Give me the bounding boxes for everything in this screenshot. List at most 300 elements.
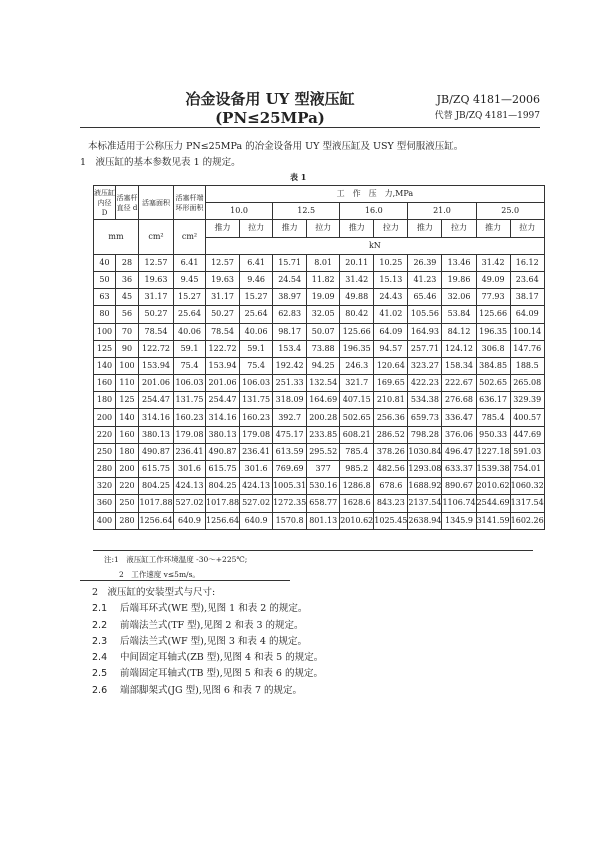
table-cell: 12.57 [139, 254, 174, 271]
table-row [94, 323, 545, 340]
notes-divider [80, 580, 290, 581]
table-cell: 376.06 [442, 426, 476, 443]
table-cell: 6.41 [240, 254, 273, 271]
table-cell: 754.01 [510, 461, 544, 478]
table-cell: 160 [94, 375, 116, 392]
table-cell: 8.01 [307, 254, 340, 271]
table-cell: 188.5 [510, 357, 544, 374]
table-cell: 236.41 [240, 443, 273, 460]
standard-number: JB/ZQ 4181—2006 [436, 93, 540, 106]
item-number: 2.5 [92, 668, 108, 680]
table-cell: 640.9 [174, 512, 206, 529]
table-cell: 1005.31 [273, 478, 307, 495]
table-cell: 534.38 [408, 392, 442, 409]
table-cell: 1030.84 [408, 443, 442, 460]
pressure-header: 16.0 [340, 203, 408, 220]
table-cell: 53.84 [442, 306, 476, 323]
table-cell: 314.16 [139, 409, 174, 426]
header-divider [80, 127, 540, 128]
table-cell: 320 [94, 478, 116, 495]
item-text: 前端固定耳轴式(TB 型),见图 5 和表 6 的规定。 [120, 668, 323, 680]
table-cell: 15.27 [174, 289, 206, 306]
note-2: 2 工作速度 v≤5m/s。 [104, 570, 200, 579]
table-cell: 25.64 [240, 306, 273, 323]
table-cell: 804.25 [139, 478, 174, 495]
section-2 [92, 585, 323, 699]
title-line-1: 冶金设备用 UY 型液压缸 [185, 90, 355, 108]
table-cell: 122.72 [139, 340, 174, 357]
table-row [94, 478, 545, 495]
table-cell: 78.54 [139, 323, 174, 340]
table-cell: 11.82 [307, 271, 340, 288]
push-force-header: 推力 [408, 220, 442, 237]
table-cell: 160.23 [240, 409, 273, 426]
table-cell: 49.88 [340, 289, 374, 306]
item-number: 2.6 [92, 684, 108, 696]
table-cell: 323.27 [408, 357, 442, 374]
table-cell: 24.43 [374, 289, 408, 306]
table-cell: 140 [116, 409, 139, 426]
table-cell: 1060.32 [510, 478, 544, 495]
table-cell: 222.67 [442, 375, 476, 392]
table-cell: 120.64 [374, 357, 408, 374]
table-cell: 28 [116, 254, 139, 271]
header-bore-diameter: 液压缸内径 D [94, 186, 116, 220]
table-cell: 659.73 [408, 409, 442, 426]
table-cell: 31.17 [206, 289, 240, 306]
table-cell: 19.86 [442, 271, 476, 288]
table-cell: 45 [116, 289, 139, 306]
table-cell: 19.09 [307, 289, 340, 306]
table-cell: 200 [94, 409, 116, 426]
table-cell: 2010.62 [476, 478, 510, 495]
table-cell: 200 [116, 461, 139, 478]
unit-cm2: cm² [139, 220, 174, 254]
table-cell: 276.68 [442, 392, 476, 409]
pull-force-header: 拉力 [307, 220, 340, 237]
table-cell: 124.12 [442, 340, 476, 357]
table-cell: 131.75 [174, 392, 206, 409]
table-cell: 250 [116, 495, 139, 512]
table-cell: 246.3 [340, 357, 374, 374]
table-cell: 256.36 [374, 409, 408, 426]
table-cell: 125 [94, 340, 116, 357]
document-title [150, 90, 390, 128]
table-cell: 59.1 [240, 340, 273, 357]
table-cell: 220 [94, 426, 116, 443]
table-row [94, 306, 545, 323]
item-text: 后端法兰式(WF 型),见图 3 和表 4 的规定。 [120, 635, 307, 647]
table-cell: 200.28 [307, 409, 340, 426]
table-cell: 801.13 [307, 512, 340, 529]
push-force-header: 推力 [476, 220, 510, 237]
table-cell: 180 [116, 443, 139, 460]
parameters-table [93, 185, 545, 530]
section-2-heading: 2 液压缸的安装型式与尺寸: [92, 587, 216, 598]
table-cell: 280 [94, 461, 116, 478]
pressure-header: 10.0 [206, 203, 273, 220]
table-cell: 23.64 [510, 271, 544, 288]
pressure-header: 25.0 [476, 203, 544, 220]
pull-force-header: 拉力 [442, 220, 476, 237]
table-row [94, 289, 545, 306]
table-cell: 94.57 [374, 340, 408, 357]
pressure-header: 12.5 [273, 203, 340, 220]
table-cell: 2544.69 [476, 495, 510, 512]
table-cell: 424.13 [174, 478, 206, 495]
table-cell: 1017.88 [139, 495, 174, 512]
table-cell: 336.47 [442, 409, 476, 426]
table-cell: 233.85 [307, 426, 340, 443]
header-annulus-area: 活塞杆端环形面积 [174, 186, 206, 220]
table-cell: 236.41 [174, 443, 206, 460]
table-row [94, 443, 545, 460]
table-cell: 1017.88 [206, 495, 240, 512]
table-cell: 50.07 [307, 323, 340, 340]
table-cell: 2638.94 [408, 512, 442, 529]
table-cell: 98.17 [273, 323, 307, 340]
table-cell: 100 [94, 323, 116, 340]
table-cell: 106.03 [240, 375, 273, 392]
table-cell: 80 [94, 306, 116, 323]
table-cell: 153.94 [139, 357, 174, 374]
table-cell: 65.46 [408, 289, 442, 306]
table-cell: 10.25 [374, 254, 408, 271]
table-cell: 19.63 [206, 271, 240, 288]
table-cell: 160.23 [174, 409, 206, 426]
table-cell: 636.17 [476, 392, 510, 409]
pull-force-header: 拉力 [510, 220, 544, 237]
table-cell: 280 [116, 512, 139, 529]
table-cell: 1539.38 [476, 461, 510, 478]
table-notes [104, 552, 247, 582]
table-row [94, 461, 545, 478]
table-cell: 38.17 [510, 289, 544, 306]
unit-mm: mm [94, 220, 139, 254]
table-cell: 50.27 [206, 306, 240, 323]
table-cell: 38.97 [273, 289, 307, 306]
header-rod-diameter: 活塞杆直径 d [116, 186, 139, 220]
table-cell: 25.64 [174, 306, 206, 323]
table-cell: 40.06 [240, 323, 273, 340]
table-cell: 9.45 [174, 271, 206, 288]
header-working-pressure: 工 作 压 力,MPa [206, 186, 545, 203]
table-cell: 15.71 [273, 254, 307, 271]
table-cell: 125.66 [340, 323, 374, 340]
table-cell: 125 [116, 392, 139, 409]
note-1: 注:1 液压缸工作环境温度 -30～+225℃; [104, 555, 248, 564]
table-cell: 301.6 [174, 461, 206, 478]
table-cell: 265.08 [510, 375, 544, 392]
table-cell: 94.25 [307, 357, 340, 374]
table-cell: 384.85 [476, 357, 510, 374]
table-cell: 50.27 [139, 306, 174, 323]
table-cell: 640.9 [240, 512, 273, 529]
table-cell: 254.47 [206, 392, 240, 409]
table-cell: 49.09 [476, 271, 510, 288]
table-cell: 160 [116, 426, 139, 443]
table-cell: 125.66 [476, 306, 510, 323]
table-cell: 56 [116, 306, 139, 323]
pull-force-header: 拉力 [374, 220, 408, 237]
table-cell: 295.52 [307, 443, 340, 460]
table-cell: 132.54 [307, 375, 340, 392]
table-cell: 678.6 [374, 478, 408, 495]
table-cell: 482.56 [374, 461, 408, 478]
table-cell: 78.54 [206, 323, 240, 340]
table-cell: 164.69 [307, 392, 340, 409]
table-cell: 15.27 [240, 289, 273, 306]
table-cell: 608.21 [340, 426, 374, 443]
table-cell: 180 [94, 392, 116, 409]
table-cell: 890.67 [442, 478, 476, 495]
standard-info [420, 92, 540, 124]
table-cell: 77.93 [476, 289, 510, 306]
table-cell: 12.57 [206, 254, 240, 271]
table-cell: 769.69 [273, 461, 307, 478]
table-cell: 633.37 [442, 461, 476, 478]
table-cell: 502.65 [340, 409, 374, 426]
table-cell: 785.4 [340, 443, 374, 460]
table-cell: 31.42 [340, 271, 374, 288]
table-cell: 26.39 [408, 254, 442, 271]
table-cell: 100.14 [510, 323, 544, 340]
table-cell: 31.42 [476, 254, 510, 271]
table-cell: 475.17 [273, 426, 307, 443]
table-cell: 1688.92 [408, 478, 442, 495]
table-cell: 62.83 [273, 306, 307, 323]
table-cell: 985.2 [340, 461, 374, 478]
table-cell: 70 [116, 323, 139, 340]
table-cell: 31.17 [139, 289, 174, 306]
table-row [94, 426, 545, 443]
table-cell: 380.13 [139, 426, 174, 443]
table-cell: 306.8 [476, 340, 510, 357]
pressure-header: 21.0 [408, 203, 476, 220]
table-cell: 422.23 [408, 375, 442, 392]
table-cell: 250 [94, 443, 116, 460]
table-row [94, 495, 545, 512]
table-row [94, 340, 545, 357]
table-cell: 527.02 [174, 495, 206, 512]
table-row [94, 357, 545, 374]
table-cell: 153.4 [273, 340, 307, 357]
table-cell: 16.12 [510, 254, 544, 271]
section-2-item [92, 601, 323, 617]
table-cell: 1256.64 [139, 512, 174, 529]
table-cell: 50 [94, 271, 116, 288]
table-cell: 615.75 [206, 461, 240, 478]
table-cell: 40 [94, 254, 116, 271]
table-cell: 527.02 [240, 495, 273, 512]
table-cell: 63 [94, 289, 116, 306]
table-cell: 318.09 [273, 392, 307, 409]
table-cell: 804.25 [206, 478, 240, 495]
table-row [94, 271, 545, 288]
table-cell: 496.47 [442, 443, 476, 460]
table-cell: 1293.08 [408, 461, 442, 478]
table-cell: 41.23 [408, 271, 442, 288]
table-cell: 360 [94, 495, 116, 512]
table-cell: 447.69 [510, 426, 544, 443]
table-row [94, 392, 545, 409]
push-force-header: 推力 [340, 220, 374, 237]
table-cell: 785.4 [476, 409, 510, 426]
table-cell: 64.09 [510, 306, 544, 323]
item-number: 2.1 [92, 603, 108, 615]
table-cell: 1025.45 [374, 512, 408, 529]
table-cell: 75.4 [240, 357, 273, 374]
table-cell: 24.54 [273, 271, 307, 288]
table-cell: 257.71 [408, 340, 442, 357]
push-force-header: 推力 [206, 220, 240, 237]
table-cell: 400 [94, 512, 116, 529]
section-1: 1 液压缸的基本参数见表 1 的规定。 [80, 157, 241, 168]
table-row [94, 375, 545, 392]
item-number: 2.3 [92, 635, 108, 647]
push-force-header: 推力 [273, 220, 307, 237]
table-cell: 613.59 [273, 443, 307, 460]
item-text: 前端法兰式(TF 型),见图 2 和表 3 的规定。 [120, 619, 304, 631]
table-cell: 658.77 [307, 495, 340, 512]
table-cell: 220 [116, 478, 139, 495]
table-cell: 380.13 [206, 426, 240, 443]
table-cell: 64.09 [374, 323, 408, 340]
item-text: 中间固定耳轴式(ZB 型),见图 4 和表 5 的规定。 [120, 652, 324, 664]
table-cell: 1272.35 [273, 495, 307, 512]
table-cell: 15.13 [374, 271, 408, 288]
table-cell: 1602.26 [510, 512, 544, 529]
table-cell: 201.06 [206, 375, 240, 392]
table-cell: 843.23 [374, 495, 408, 512]
table-cell: 1317.54 [510, 495, 544, 512]
table-cell: 314.16 [206, 409, 240, 426]
table-cell: 1106.74 [442, 495, 476, 512]
table-cell: 424.13 [240, 478, 273, 495]
item-text: 后端耳环式(WE 型),见图 1 和表 2 的规定。 [120, 603, 308, 615]
table-cell: 158.34 [442, 357, 476, 374]
table-cell: 950.33 [476, 426, 510, 443]
table-cell: 210.81 [374, 392, 408, 409]
title-line-2: (PN≤25MPa) [215, 109, 325, 127]
section-2-item [92, 666, 323, 682]
table-cell: 2010.62 [340, 512, 374, 529]
table-cell: 110 [116, 375, 139, 392]
item-text: 端部脚架式(JG 型),见图 6 和表 7 的规定。 [120, 684, 303, 696]
section-2-item [92, 650, 323, 666]
table-cell: 122.72 [206, 340, 240, 357]
table-cell: 169.65 [374, 375, 408, 392]
table-cell: 84.12 [442, 323, 476, 340]
table-cell: 321.7 [340, 375, 374, 392]
table-cell: 147.76 [510, 340, 544, 357]
table-cell: 196.35 [340, 340, 374, 357]
table-cell: 286.52 [374, 426, 408, 443]
table-cell: 1345.9 [442, 512, 476, 529]
table-cell: 13.46 [442, 254, 476, 271]
table-row [94, 409, 545, 426]
table-caption: 表 1 [290, 172, 307, 182]
item-number: 2.2 [92, 619, 108, 631]
item-number: 2.4 [92, 652, 108, 664]
intro-paragraph: 本标准适用于公称压力 PN≤25MPa 的冶金设备用 UY 型液压缸及 USY 型伺服液压缸。 [88, 141, 464, 152]
table-cell: 591.03 [510, 443, 544, 460]
table-cell: 301.6 [240, 461, 273, 478]
table-cell: 196.35 [476, 323, 510, 340]
pull-force-header: 拉力 [240, 220, 273, 237]
section-2-item [92, 683, 323, 699]
table-cell: 192.42 [273, 357, 307, 374]
table-cell: 1256.64 [206, 512, 240, 529]
table-cell: 32.06 [442, 289, 476, 306]
table-cell: 36 [116, 271, 139, 288]
table-cell: 105.56 [408, 306, 442, 323]
table-cell: 75.4 [174, 357, 206, 374]
table-cell: 798.28 [408, 426, 442, 443]
unit-cm2: cm² [174, 220, 206, 254]
table-cell: 502.65 [476, 375, 510, 392]
table-cell: 2137.54 [408, 495, 442, 512]
table-cell: 6.41 [174, 254, 206, 271]
table-cell: 73.88 [307, 340, 340, 357]
table-cell: 131.75 [240, 392, 273, 409]
unit-kn: kN [206, 237, 545, 254]
table-cell: 329.39 [510, 392, 544, 409]
table-cell: 179.08 [240, 426, 273, 443]
table-cell: 201.06 [139, 375, 174, 392]
table-cell: 378.26 [374, 443, 408, 460]
section-2-item [92, 634, 323, 650]
table-bottom-rule [93, 550, 533, 551]
table-cell: 32.05 [307, 306, 340, 323]
table-cell: 19.63 [139, 271, 174, 288]
table-cell: 400.57 [510, 409, 544, 426]
table-cell: 1286.8 [340, 478, 374, 495]
table-cell: 1570.8 [273, 512, 307, 529]
table-cell: 9.46 [240, 271, 273, 288]
table-cell: 179.08 [174, 426, 206, 443]
table-cell: 59.1 [174, 340, 206, 357]
table-cell: 80.42 [340, 306, 374, 323]
replaces-standard: 代替 JB/ZQ 4181—1997 [434, 111, 540, 121]
table-cell: 490.87 [139, 443, 174, 460]
table-cell: 3141.59 [476, 512, 510, 529]
table-cell: 1227.18 [476, 443, 510, 460]
table-cell: 377 [307, 461, 340, 478]
table-cell: 90 [116, 340, 139, 357]
table-cell: 100 [116, 357, 139, 374]
table-cell: 41.02 [374, 306, 408, 323]
table-cell: 254.47 [139, 392, 174, 409]
table-cell: 140 [94, 357, 116, 374]
table-cell: 40.06 [174, 323, 206, 340]
table-cell: 251.33 [273, 375, 307, 392]
table-cell: 392.7 [273, 409, 307, 426]
table-cell: 615.75 [139, 461, 174, 478]
table-cell: 490.87 [206, 443, 240, 460]
table-row [94, 254, 545, 271]
header-piston-area: 活塞面积 [139, 186, 174, 220]
table-cell: 153.94 [206, 357, 240, 374]
table-cell: 106.03 [174, 375, 206, 392]
table-cell: 530.16 [307, 478, 340, 495]
table-cell: 1628.6 [340, 495, 374, 512]
table-cell: 20.11 [340, 254, 374, 271]
table-cell: 164.93 [408, 323, 442, 340]
section-2-item [92, 618, 323, 634]
table-row [94, 512, 545, 529]
table-cell: 407.15 [340, 392, 374, 409]
